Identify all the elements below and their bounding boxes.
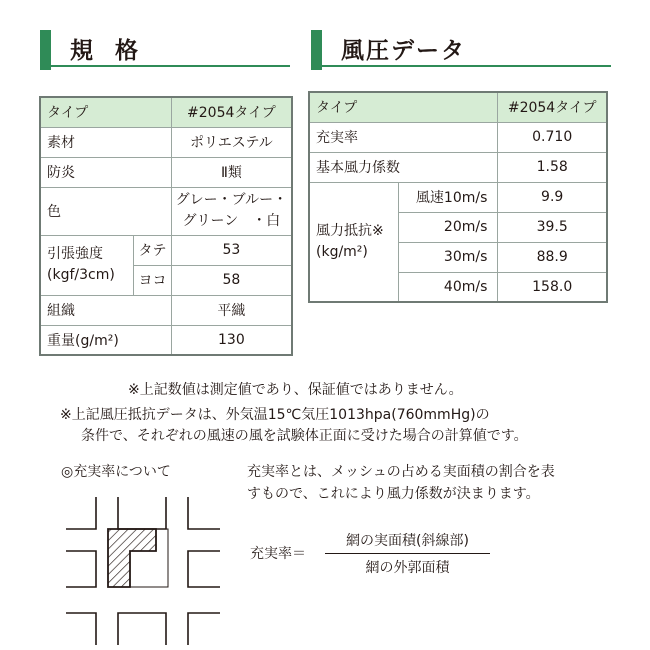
row-value	[171, 187, 292, 235]
row-label: 組織	[40, 295, 171, 325]
spec-header-value: #2054タイプ	[171, 97, 292, 127]
tensile-label	[40, 235, 134, 295]
row-value: 0.710	[498, 122, 607, 152]
resistance-label-line-1: 風力抵抗※	[316, 222, 384, 239]
speed-value: 158.0	[498, 272, 607, 302]
row-label: 充実率	[309, 122, 498, 152]
wind-row-solidity	[309, 122, 607, 152]
spec-row-color	[40, 187, 292, 235]
speed-label: 30m/s	[399, 242, 498, 272]
color-line-1: グレー・ブルー・	[175, 192, 288, 208]
row-label: 素材	[40, 127, 171, 157]
row-label: 防炎	[40, 157, 171, 187]
solidity-desc-line-1: 充実率とは、メッシュの占める実面積の割合を表	[247, 464, 555, 480]
speed-value: 39.5	[498, 212, 607, 242]
resistance-label-line-2: (kg/m²)	[316, 243, 368, 260]
wind-heading-title: 風圧データ	[341, 38, 466, 64]
wind-header-label: タイプ	[309, 92, 498, 122]
speed-label: 風速10m/s	[399, 182, 498, 212]
spec-header-label: タイプ	[40, 97, 171, 127]
spec-row-material	[40, 127, 292, 157]
spec-row-tensile-warp	[40, 235, 292, 265]
row-value: 平織	[171, 295, 292, 325]
tensile-label-line-2: (kgf/3cm)	[47, 267, 115, 283]
measured-note: ※上記数値は測定値であり、保証値ではありません。	[128, 382, 463, 398]
solidity-formula	[250, 530, 510, 580]
tensile-label-line-1: 引張強度	[47, 246, 103, 262]
solidity-title: ◎充実率について	[61, 464, 171, 480]
spec-heading-title: 規格	[70, 38, 160, 64]
row-value: 1.58	[498, 152, 607, 182]
wind-note-line-1: ※上記風圧抵抗データは、外気温15℃気圧1013hpa(760mmHg)の	[60, 407, 490, 423]
hatched-mesh-area	[108, 529, 156, 587]
formula-fraction-bar	[325, 553, 490, 554]
solidity-desc-line-2: すもので、これにより風力係数が決まります。	[247, 486, 540, 502]
wind-row-coefficient	[309, 152, 607, 182]
speed-label: 40m/s	[399, 272, 498, 302]
spec-section-heading	[40, 30, 290, 70]
formula-denominator: 網の外郭面積	[365, 560, 450, 576]
row-label: 基本風力係数	[309, 152, 498, 182]
wind-note-line-2: 条件で、それぞれの風速の風を試験体正面に受けた場合の計算値です。	[81, 428, 528, 444]
wind-table	[308, 91, 608, 303]
formula-lhs: 充実率＝	[250, 546, 306, 562]
speed-label: 20m/s	[399, 212, 498, 242]
row-value: Ⅱ類	[171, 157, 292, 187]
heading-underline	[51, 65, 290, 67]
weft-label: ヨコ	[134, 265, 172, 295]
spec-row-weave	[40, 295, 292, 325]
spec-row-fire	[40, 157, 292, 187]
wind-section-heading	[311, 30, 611, 70]
spec-table	[39, 96, 293, 356]
heading-accent-bar	[40, 30, 51, 70]
weft-value: 58	[171, 265, 292, 295]
mesh-grid-lines	[66, 497, 220, 645]
mesh-diagram	[60, 495, 230, 645]
spec-row-weight	[40, 325, 292, 355]
wind-header-value: #2054タイプ	[498, 92, 607, 122]
row-label: 重量(g/m²)	[40, 325, 171, 355]
warp-value: 53	[171, 235, 292, 265]
wind-header-row	[309, 92, 607, 122]
speed-value: 9.9	[498, 182, 607, 212]
row-value: 130	[171, 325, 292, 355]
color-line-2: グリーン ・白	[182, 213, 281, 229]
wind-row-speed	[309, 182, 607, 212]
row-label: 色	[40, 187, 171, 235]
resistance-label	[309, 182, 399, 302]
spec-header-row	[40, 97, 292, 127]
speed-value: 88.9	[498, 242, 607, 272]
warp-label: タテ	[134, 235, 172, 265]
formula-numerator: 網の実面積(斜線部)	[346, 533, 469, 549]
row-value: ポリエステル	[171, 127, 292, 157]
heading-underline	[322, 65, 611, 67]
heading-accent-bar	[311, 30, 322, 70]
